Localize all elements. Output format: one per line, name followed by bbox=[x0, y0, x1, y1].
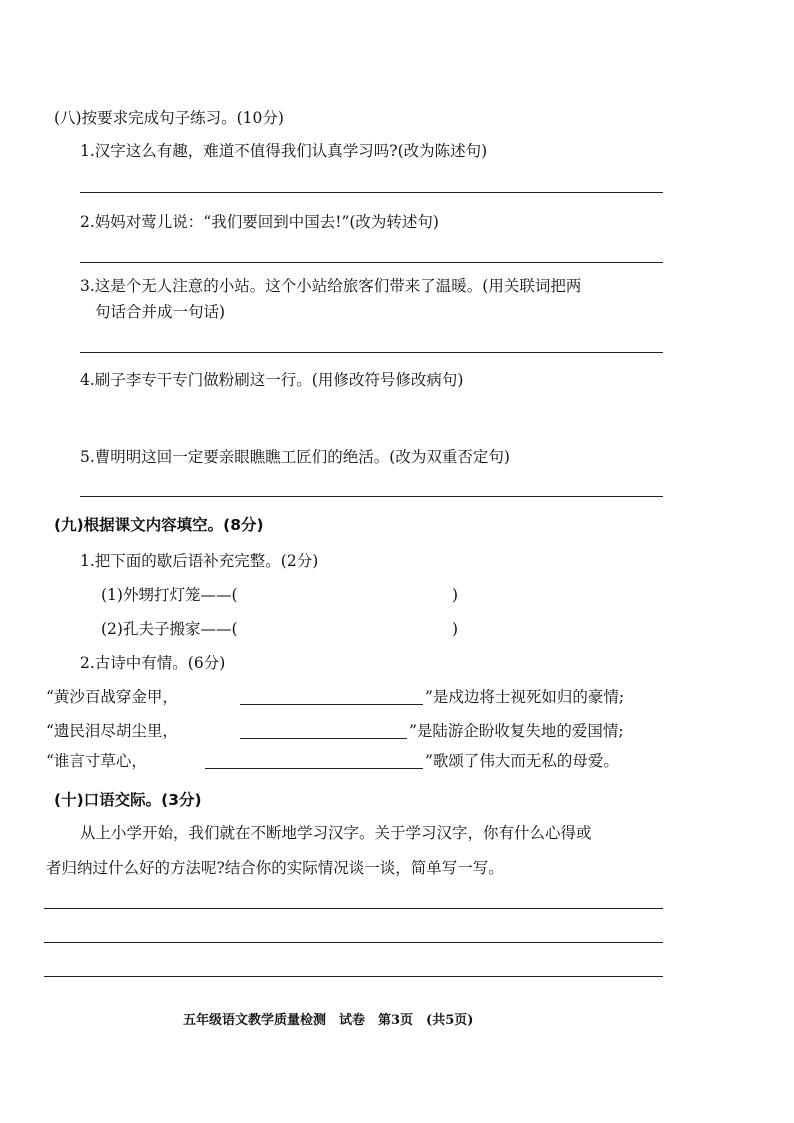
poem-3-blank[interactable] bbox=[205, 768, 423, 769]
answer-line-8-1[interactable] bbox=[80, 192, 663, 193]
question-8-4: 4.刷子李专干专门做粉刷这一行。(用修改符号修改病句) bbox=[80, 371, 464, 389]
question-8-5: 5.曹明明这回一定要亲眼瞧瞧工匠们的绝活。(改为双重否定句) bbox=[80, 448, 510, 466]
answer-line-8-3[interactable] bbox=[80, 352, 663, 353]
poem-2-prefix: “遗民泪尽胡尘里， bbox=[46, 722, 178, 740]
poem-2-suffix: ”是陆游企盼收复失地的爱国情; bbox=[409, 722, 624, 740]
poem-2-blank[interactable] bbox=[240, 738, 407, 739]
paragraph-10-line1: 从上小学开始，我们就在不断地学习汉字。关于学习汉字，你有什么心得或 bbox=[80, 824, 592, 842]
answer-line-10-2[interactable] bbox=[44, 942, 663, 943]
question-8-1: 1.汉字这么有趣，难道不值得我们认真学习吗?(改为陈述句) bbox=[80, 142, 488, 160]
answer-line-10-1[interactable] bbox=[44, 908, 663, 909]
section-9-title: (九)根据课文内容填空。(8分) bbox=[54, 516, 264, 534]
question-8-3-line1: 3.这是个无人注意的小站。这个小站给旅客们带来了温暖。(用关联词把两 bbox=[80, 277, 582, 295]
section-8-title: (八)按要求完成句子练习。(10分) bbox=[54, 109, 284, 127]
question-8-2: 2.妈妈对莺儿说：“我们要回到中国去!”(改为转述句) bbox=[80, 213, 439, 231]
answer-line-8-5[interactable] bbox=[80, 496, 663, 497]
answer-line-8-2[interactable] bbox=[80, 262, 663, 263]
section-10-title: (十)口语交际。(3分) bbox=[54, 791, 202, 809]
page-footer: 五年级语文教学质量检测 试卷 第3页 (共5页) bbox=[183, 1013, 474, 1028]
poem-1-blank[interactable] bbox=[240, 704, 423, 705]
question-9-1b: (2)孔夫子搬家——( bbox=[101, 620, 238, 638]
poem-1-prefix: “黄沙百战穿金甲， bbox=[46, 688, 178, 706]
paragraph-10-line2: 者归纳过什么好的方法呢?结合你的实际情况谈一谈，简单写一写。 bbox=[46, 859, 504, 877]
question-9-1: 1.把下面的歇后语补充完整。(2分) bbox=[80, 552, 319, 570]
question-9-2: 2.古诗中有情。(6分) bbox=[80, 654, 226, 672]
answer-line-10-3[interactable] bbox=[44, 976, 663, 977]
poem-3-prefix: “谁言寸草心， bbox=[46, 752, 147, 770]
paren-close-9-1a: ) bbox=[452, 586, 459, 604]
paren-close-9-1b: ) bbox=[452, 620, 459, 638]
question-9-1a: (1)外甥打灯笼——( bbox=[101, 586, 238, 604]
poem-3-suffix: ”歌颂了伟大而无私的母爱。 bbox=[425, 752, 619, 770]
question-8-3-line2: 句话合并成一句话) bbox=[95, 303, 226, 321]
poem-1-suffix: ”是戍边将士视死如归的豪情; bbox=[425, 688, 625, 706]
